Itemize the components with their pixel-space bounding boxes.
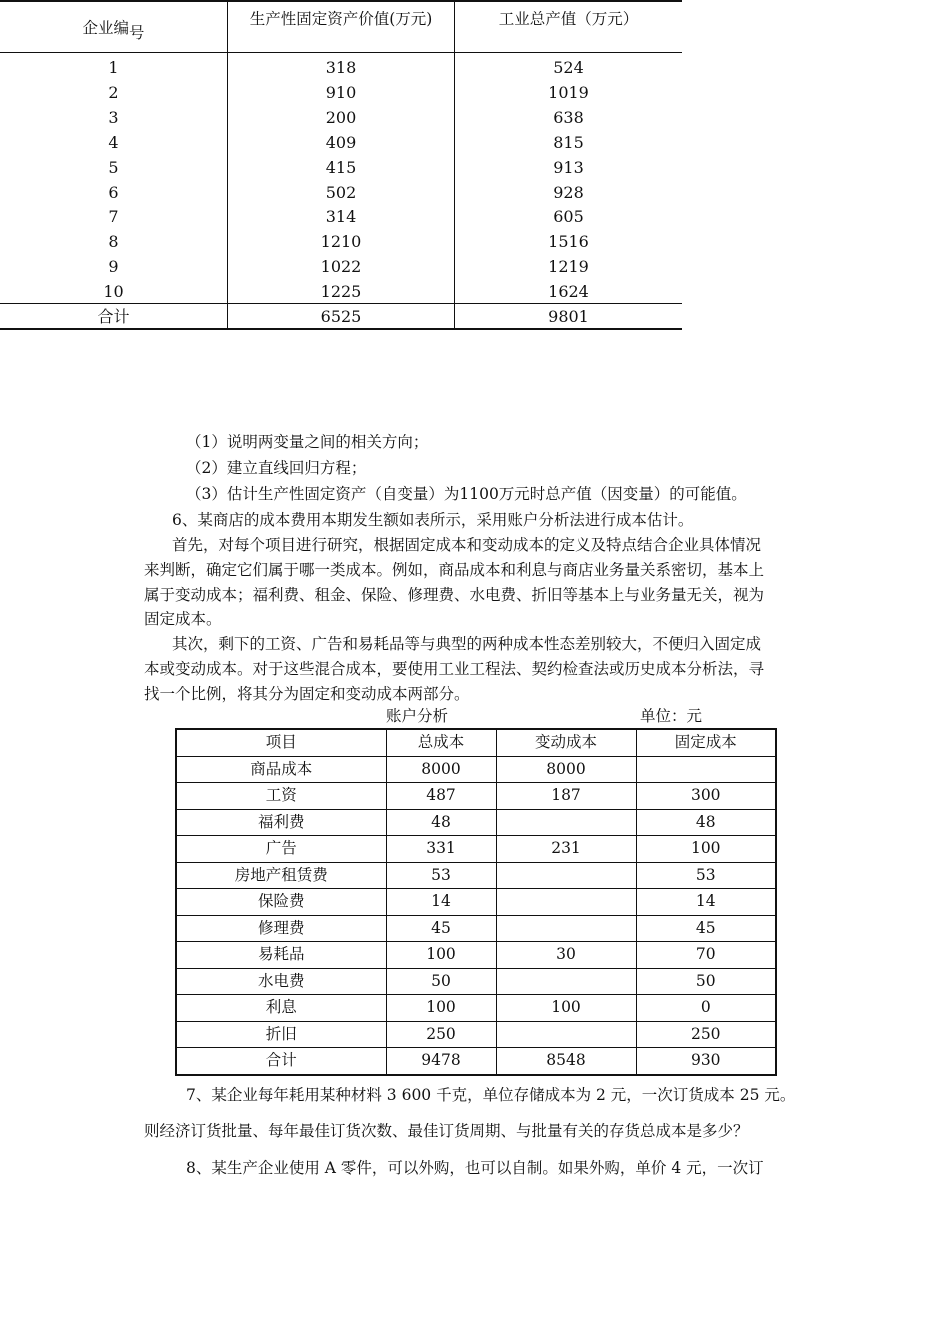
total-output-value: 9801	[548, 307, 589, 326]
table-cell-fixed-cost: 53	[636, 862, 776, 889]
header-enterprise-no: 企业编号	[82, 19, 145, 42]
account-analysis-table	[175, 728, 777, 1076]
header-item: 项目	[176, 729, 386, 756]
section6-para2-line: 本或变动成本。对于这些混合成本，要使用工业工程法、契约检查法或历史成本分析法，寻	[144, 660, 765, 678]
table-cell-enterprise-no: 10	[103, 282, 124, 302]
table-cell-output-value: 1624	[548, 282, 589, 302]
section6-para2-line: 找一个比例，将其分为固定和变动成本两部分。	[144, 685, 470, 703]
table-cell-variable-cost	[496, 862, 636, 889]
table-row	[176, 915, 776, 942]
table-cell-fixed-cost: 14	[636, 889, 776, 916]
table-cell-variable-cost	[496, 809, 636, 836]
table-cell-variable-cost: 231	[496, 836, 636, 863]
header-fixed-cost: 固定成本	[636, 729, 776, 756]
table-cell-total-cost: 331	[386, 836, 496, 863]
table-unit: 单位：元	[640, 707, 703, 725]
table-cell-total-cost: 100	[386, 942, 496, 969]
table-cell-fixed-assets-value: 1022	[320, 257, 362, 277]
section7-line: 7、某企业每年耗用某种材料 3 600 千克，单位存储成本为 2 元，一次订货成本 25 元。	[186, 1086, 796, 1104]
section7-line: 则经济订货批量、每年最佳订货次数、最佳订货周期、与批量有关的存货总成本是多少？	[144, 1122, 749, 1140]
table-cell-enterprise-no: 5	[108, 157, 119, 177]
table-cell-fixed-cost: 930	[636, 1048, 776, 1075]
table-cell-output-value: 913	[553, 157, 584, 177]
question-2: （2）建立直线回归方程；	[186, 459, 367, 477]
table-cell-output-value: 1019	[548, 82, 589, 102]
table-row	[176, 968, 776, 995]
table-cell-enterprise-no: 9	[108, 257, 119, 277]
table-cell-item: 福利费	[176, 809, 386, 836]
fixed-assets-output-table	[0, 0, 682, 330]
table-cell-total-cost: 45	[386, 915, 496, 942]
table-cell-variable-cost: 187	[496, 783, 636, 810]
question-1: （1）说明两变量之间的相关方向；	[186, 433, 429, 451]
table-cell-item: 利息	[176, 995, 386, 1022]
table-cell-total-cost: 50	[386, 968, 496, 995]
table-cell-total-cost: 250	[386, 1021, 496, 1048]
table-row	[176, 942, 776, 969]
table-row	[176, 783, 776, 810]
table-cell-enterprise-no: 2	[108, 82, 119, 102]
total-fixed-assets: 6525	[320, 307, 362, 326]
table-cell-output-value: 605	[553, 207, 584, 227]
table-cell-variable-cost: 8000	[496, 756, 636, 783]
header-variable-cost: 变动成本	[496, 729, 636, 756]
table-cell-output-value: 524	[553, 58, 584, 77]
table-cell-variable-cost	[496, 915, 636, 942]
table-cell-fixed-assets-value: 1225	[320, 282, 362, 302]
table-cell-fixed-assets-value: 502	[325, 182, 357, 202]
table-cell-item: 工资	[176, 783, 386, 810]
table-cell-variable-cost: 8548	[496, 1048, 636, 1075]
section6-para1-line: 首先，对每个项目进行研究，根据固定成本和变动成本的定义及特点结合企业具体情况	[172, 536, 762, 554]
section6-title: 6、某商店的成本费用本期发生额如表所示，采用账户分析法进行成本估计。	[172, 511, 694, 529]
table-cell-output-value: 638	[553, 107, 584, 127]
table-cell-output-value: 1219	[548, 257, 589, 277]
table-cell-enterprise-no: 1	[108, 58, 119, 77]
table-cell-variable-cost	[496, 1021, 636, 1048]
table-cell-item: 合计	[176, 1048, 386, 1075]
table-cell-item: 保险费	[176, 889, 386, 916]
table-cell-item: 易耗品	[176, 942, 386, 969]
table-cell-fixed-assets-value: 409	[325, 132, 357, 152]
table-cell-item: 修理费	[176, 915, 386, 942]
table-cell-fixed-cost: 70	[636, 942, 776, 969]
table-cell-fixed-cost: 250	[636, 1021, 776, 1048]
table-cell-fixed-cost: 100	[636, 836, 776, 863]
table-cell-item: 房地产租赁费	[176, 862, 386, 889]
table-cell-enterprise-no: 4	[108, 132, 119, 152]
table-cell-enterprise-no: 8	[108, 232, 119, 252]
table-row	[176, 995, 776, 1022]
table-row	[176, 862, 776, 889]
total-label: 合计	[97, 307, 130, 326]
table-cell-item: 折旧	[176, 1021, 386, 1048]
section8-line: 8、某生产企业使用 A 零件，可以外购，也可以自制。如果外购，单价 4 元，一次订	[186, 1159, 764, 1177]
question-3: （3）估计生产性固定资产（自变量）为1100万元时总产值（因变量）的可能值。	[186, 485, 747, 503]
table-cell-fixed-assets-value: 415	[325, 157, 357, 177]
table-body	[176, 756, 776, 1075]
table-cell-output-value: 928	[553, 182, 584, 202]
table-cell-fixed-assets-value: 910	[325, 82, 357, 102]
table-cell-fixed-cost	[636, 756, 776, 783]
table-cell-fixed-cost: 45	[636, 915, 776, 942]
table-cell-total-cost: 487	[386, 783, 496, 810]
section6-para1-line: 来判断，确定它们属于哪一类成本。例如，商品成本和利息与商店业务量关系密切，基本上	[144, 561, 765, 579]
table-row	[176, 809, 776, 836]
table-cell-item: 广告	[176, 836, 386, 863]
table-row	[176, 836, 776, 863]
section6-para1-line: 属于变动成本；福利费、租金、保险、修理费、水电费、折旧等基本上与业务量无关，视为	[144, 586, 765, 604]
table-cell-total-cost: 48	[386, 809, 496, 836]
header-total-cost: 总成本	[386, 729, 496, 756]
table-cell-variable-cost: 30	[496, 942, 636, 969]
table-cell-total-cost: 53	[386, 862, 496, 889]
table-cell-enterprise-no: 3	[108, 107, 119, 127]
table-cell-variable-cost	[496, 889, 636, 916]
header-fixed-assets: 生产性固定资产价值(万元)	[249, 10, 433, 28]
header-output-value: 工业总产值（万元）	[498, 10, 639, 28]
table-row	[176, 889, 776, 916]
table-cell-fixed-assets-value: 1210	[320, 232, 362, 252]
table-cell-fixed-cost: 50	[636, 968, 776, 995]
table-cell-fixed-assets-value: 318	[325, 58, 357, 77]
table-cell-total-cost: 14	[386, 889, 496, 916]
table-cell-enterprise-no: 7	[108, 207, 119, 227]
table-cell-output-value: 815	[553, 132, 584, 152]
table-cell-enterprise-no: 6	[108, 182, 119, 202]
table-row	[176, 1021, 776, 1048]
table-cell-item: 商品成本	[176, 756, 386, 783]
section6-para1-line: 固定成本。	[144, 610, 222, 628]
table-cell-fixed-cost: 0	[636, 995, 776, 1022]
table-row	[176, 756, 776, 783]
table-cell-total-cost: 8000	[386, 756, 496, 783]
table-cell-item: 水电费	[176, 968, 386, 995]
table-top-rule	[0, 0, 682, 2]
table-cell-fixed-assets-value: 200	[325, 107, 357, 127]
table-cell-variable-cost	[496, 968, 636, 995]
section6-para2-line: 其次，剩下的工资、广告和易耗品等与典型的两种成本性态差别较大，不便归入固定成	[172, 635, 762, 653]
table-cell-fixed-cost: 300	[636, 783, 776, 810]
table-cell-total-cost: 100	[386, 995, 496, 1022]
table-row	[176, 1048, 776, 1075]
table-cell-variable-cost: 100	[496, 995, 636, 1022]
table-caption: 账户分析	[386, 707, 449, 725]
table-header-row	[176, 729, 776, 756]
table-cell-output-value: 1516	[548, 232, 589, 252]
table-header-rule	[0, 52, 682, 53]
table-cell-fixed-cost: 48	[636, 809, 776, 836]
table-cell-fixed-assets-value: 314	[325, 207, 357, 227]
table-cell-total-cost: 9478	[386, 1048, 496, 1075]
